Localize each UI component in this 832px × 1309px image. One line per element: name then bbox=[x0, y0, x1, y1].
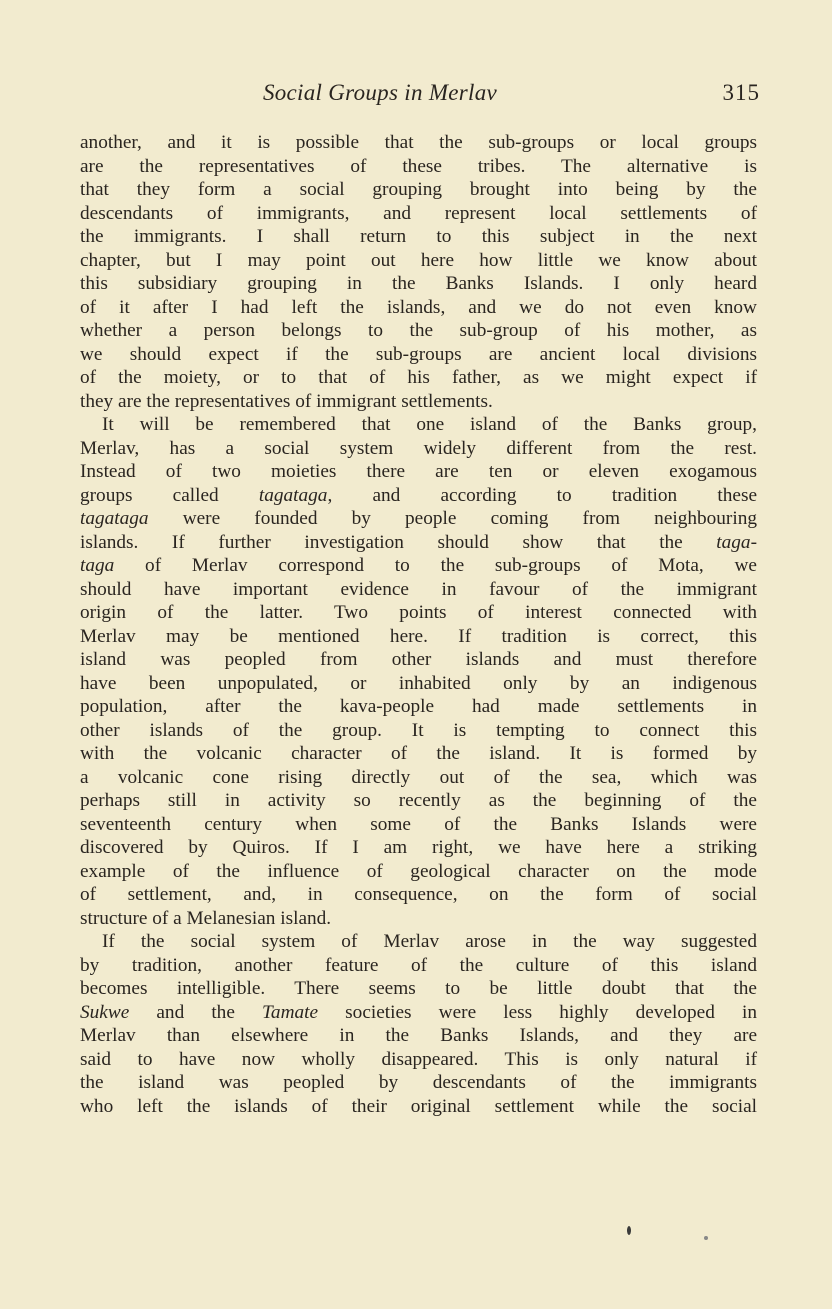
italic-term: Sukwe bbox=[80, 1001, 130, 1023]
text-line bbox=[80, 907, 757, 931]
text-segment: who left the islands of their original settlement while the social bbox=[80, 1095, 757, 1117]
text-line bbox=[80, 1048, 757, 1072]
paragraph bbox=[80, 930, 757, 1118]
text-segment: whether a person belongs to the sub-group of his mother, as bbox=[80, 320, 757, 341]
page-number: 315 bbox=[722, 80, 760, 105]
text-line bbox=[80, 413, 757, 437]
text-segment: , and according to tradition these bbox=[327, 484, 758, 506]
text-line bbox=[80, 883, 757, 907]
text-segment: were founded by people coming from neighbouring bbox=[148, 508, 757, 529]
italic-term: Tamate bbox=[261, 1001, 319, 1023]
page-header bbox=[80, 80, 760, 112]
text-segment: with the volcanic character of the island. It is formed by bbox=[80, 743, 757, 764]
text-line bbox=[80, 202, 757, 226]
text-segment: island was peopled from other islands and must therefore bbox=[80, 649, 757, 670]
text-segment: structure of a Melanesian island. bbox=[80, 907, 332, 929]
text-line bbox=[80, 648, 757, 672]
text-segment: It will be remembered that one island of the Banks group, bbox=[102, 414, 757, 435]
text-segment: of it after I had left the islands, and we do not even know bbox=[80, 296, 757, 318]
text-line bbox=[80, 601, 757, 625]
text-line bbox=[80, 296, 757, 320]
text-segment: islands. If further investigation should show that the bbox=[80, 531, 717, 553]
text-line bbox=[80, 1024, 757, 1048]
text-line bbox=[80, 531, 757, 555]
text-segment: by tradition, another feature of the culture of this island bbox=[80, 954, 757, 976]
text-segment: If the social system of Merlav arose in the way suggested bbox=[102, 931, 757, 952]
text-line bbox=[80, 437, 757, 461]
text-segment: and the bbox=[129, 1001, 262, 1023]
text-line bbox=[80, 272, 757, 296]
text-segment: said to have now wholly disappeared. This is only natural if bbox=[80, 1048, 757, 1070]
text-segment: that they form a social grouping brought into being by the bbox=[80, 179, 757, 200]
text-line bbox=[80, 695, 757, 719]
text-segment: of the moiety, or to that of his father, as we might expect if bbox=[80, 367, 757, 388]
text-segment: we should expect if the sub-groups are ancient local divisions bbox=[80, 343, 757, 365]
text-segment: other islands of the group. It is tempting to connect this bbox=[80, 719, 757, 741]
text-line bbox=[80, 719, 757, 743]
text-segment: of Merlav correspond to the sub-groups of Mota, we bbox=[114, 555, 757, 576]
italic-term: taga- bbox=[716, 531, 757, 553]
text-segment: origin of the latter. Two points of interest connected with bbox=[80, 602, 757, 623]
text-segment: this subsidiary grouping in the Banks Islands. I only heard bbox=[80, 273, 757, 294]
text-line bbox=[80, 789, 757, 813]
text-line bbox=[80, 1071, 757, 1095]
text-segment: are the representatives of these tribes. The alternative is bbox=[80, 155, 757, 177]
page-body bbox=[80, 131, 757, 1118]
text-segment: Merlav than elsewhere in the Banks Islands, and they are bbox=[80, 1025, 757, 1046]
paragraph bbox=[80, 413, 757, 930]
text-segment: they are the representatives of immigrant settlements. bbox=[80, 390, 493, 412]
text-line bbox=[80, 131, 757, 155]
text-segment: descendants of immigrants, and represent local settlements of bbox=[80, 202, 757, 224]
text-line bbox=[80, 860, 757, 884]
text-line bbox=[80, 554, 757, 578]
text-segment: Merlav may be mentioned here. If tradition is correct, this bbox=[80, 625, 757, 647]
text-line bbox=[80, 977, 757, 1001]
text-line bbox=[80, 954, 757, 978]
text-line bbox=[80, 813, 757, 837]
text-line bbox=[80, 1001, 757, 1025]
text-line bbox=[80, 930, 757, 954]
text-line bbox=[80, 225, 757, 249]
text-segment: should have important evidence in favour of the immigrant bbox=[80, 578, 757, 600]
text-segment: Merlav, has a social system widely different from the rest. bbox=[80, 437, 757, 459]
text-segment: societies were less highly developed in bbox=[318, 1001, 757, 1023]
text-line bbox=[80, 1095, 757, 1119]
ink-speck bbox=[627, 1226, 631, 1235]
italic-term: tagataga bbox=[80, 508, 149, 529]
text-line bbox=[80, 484, 757, 508]
text-segment: Instead of two moieties there are ten or eleven exogamous bbox=[80, 461, 757, 482]
text-segment: of settlement, and, in consequence, on the form of social bbox=[80, 884, 757, 905]
text-segment: the island was peopled by descendants of the immigrants bbox=[80, 1072, 757, 1093]
text-line bbox=[80, 672, 757, 696]
text-line bbox=[80, 178, 757, 202]
italic-term: taga bbox=[80, 555, 115, 576]
text-segment: a volcanic cone rising directly out of the sea, which was bbox=[80, 766, 757, 788]
text-line bbox=[80, 366, 757, 390]
text-segment: example of the influence of geological character on the mode bbox=[80, 860, 757, 882]
text-line bbox=[80, 319, 757, 343]
text-line bbox=[80, 460, 757, 484]
text-line bbox=[80, 249, 757, 273]
text-segment: chapter, but I may point out here how little we know about bbox=[80, 249, 757, 271]
text-line bbox=[80, 155, 757, 179]
text-segment: the immigrants. I shall return to this subject in the next bbox=[80, 226, 757, 247]
text-line bbox=[80, 625, 757, 649]
text-line bbox=[80, 766, 757, 790]
italic-term: tagataga bbox=[258, 484, 328, 506]
running-title: Social Groups in Merlav bbox=[262, 80, 498, 105]
text-segment: perhaps still in activity so recently as the beginning of the bbox=[80, 790, 757, 811]
text-line bbox=[80, 578, 757, 602]
paragraph bbox=[80, 131, 757, 413]
text-segment: groups called bbox=[80, 484, 259, 506]
text-line bbox=[80, 742, 757, 766]
text-line bbox=[80, 836, 757, 860]
ink-speck bbox=[704, 1236, 708, 1240]
text-segment: another, and it is possible that the sub-groups or local groups bbox=[80, 132, 757, 153]
text-line bbox=[80, 507, 757, 531]
text-line bbox=[80, 343, 757, 367]
text-segment: seventeenth century when some of the Banks Islands were bbox=[80, 813, 757, 835]
text-segment: have been unpopulated, or inhabited only by an indigenous bbox=[80, 672, 757, 694]
text-segment: discovered by Quiros. If I am right, we have here a striking bbox=[80, 837, 757, 858]
text-segment: population, after the kava-people had made settlements in bbox=[80, 696, 757, 717]
text-segment: becomes intelligible. There seems to be little doubt that the bbox=[80, 978, 757, 999]
text-line bbox=[80, 390, 757, 414]
